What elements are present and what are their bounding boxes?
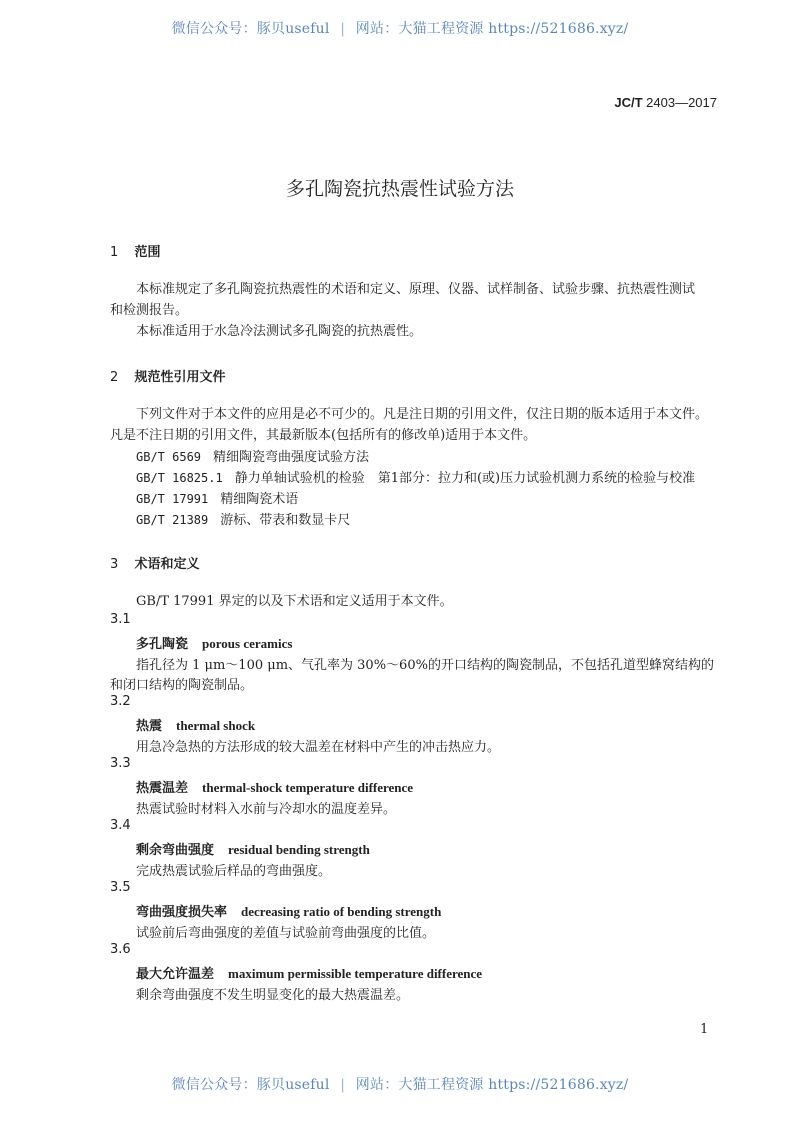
term-en: thermal shock [176,718,256,733]
watermark-top [0,18,800,38]
term-en: decreasing ratio of bending strength [241,904,442,919]
reference-title: 游标、带表和数显卡尺 [220,513,351,528]
reference-title: 静力单轴试验机的检验 第1部分：拉力和(或)压力试验机测力系统的检验与校准 [234,471,696,486]
term-zh: 弯曲强度损失率 [136,905,228,920]
section-heading-1 [110,241,161,260]
clause-number: 3.5 [110,880,131,895]
term-heading [136,777,413,796]
watermark-wechat: 微信公众号：豚贝useful [171,1077,330,1093]
term-heading [136,633,292,652]
clause-number: 3.1 [110,612,131,627]
paragraph: 凡是不注日期的引用文件，其最新版本(包括所有的修改单)适用于本文件。 [110,428,537,443]
term-definition: 试验前后弯曲强度的差值与试验前弯曲强度的比值。 [136,926,436,941]
standard-code [614,95,717,110]
term-heading [136,715,255,734]
term-definition: 指孔径为 1 μm～100 μm、气孔率为 30%～60%的开口结构的陶瓷制品，不包括孔道型蜂窝结构的 [136,658,714,673]
term-definition: 完成热震试验后样品的弯曲强度。 [136,864,332,879]
watermark-separator: | [340,21,346,37]
watermark-site: 网站：大猫工程资源 https://521686.xyz/ [355,1077,629,1093]
section-title: 术语和定义 [134,557,200,572]
section-heading-2 [110,366,226,385]
paragraph: 下列文件对于本文件的应用是必不可少的。凡是注日期的引用文件，仅注日期的版本适用于本文件。 [136,407,709,422]
term-zh: 热震温差 [136,781,189,796]
section-number: 1 [110,245,119,260]
standard-code-number: 2403—2017 [642,95,717,110]
reference-code: GB/T 6569 [136,450,202,464]
page-title: 多孔陶瓷抗热震性试验方法 [285,178,514,200]
reference-title: 精细陶瓷弯曲强度试验方法 [213,450,370,465]
section-heading-3 [110,553,200,572]
page-number: 1 [700,1022,709,1037]
term-heading [136,901,441,920]
watermark-wechat: 微信公众号：豚贝useful [171,21,330,37]
section-title: 规范性引用文件 [134,370,226,385]
term-definition-cont: 和闭口结构的陶瓷制品。 [110,678,254,693]
term-definition: 剩余弯曲强度不发生明显变化的最大热震温差。 [136,988,410,1003]
section-number: 2 [110,370,119,385]
term-zh: 多孔陶瓷 [136,637,189,652]
watermark-separator: | [340,1077,346,1093]
reference-item [136,446,369,465]
reference-item [136,488,298,507]
section-number: 3 [110,557,119,572]
term-zh: 热震 [136,719,163,734]
reference-item [136,467,695,486]
term-en: thermal-shock temperature difference [202,780,414,795]
term-en: porous ceramics [202,636,293,651]
reference-code: GB/T 16825.1 [136,471,223,485]
paragraph: 本标准规定了多孔陶瓷抗热震性的术语和定义、原理、仪器、试样制备、试验步骤、抗热震性测试 [136,282,696,297]
clause-number: 3.3 [110,756,131,771]
term-en: residual bending strength [228,842,370,857]
section-title: 范围 [134,245,161,260]
paragraph: GB/T 17991 界定的以及下术语和定义适用于本文件。 [136,594,453,609]
term-zh: 最大允许温差 [136,967,215,982]
term-definition: 热震试验时材料入水前与冷却水的温度差异。 [136,802,397,817]
clause-number: 3.6 [110,942,131,957]
standard-code-prefix: JC/T [614,95,643,110]
term-heading [136,839,370,858]
term-en: maximum permissible temperature difference [228,966,483,981]
clause-number: 3.2 [110,694,131,709]
reference-code: GB/T 17991 [136,492,209,506]
clause-number: 3.4 [110,818,131,833]
watermark-site: 网站：大猫工程资源 https://521686.xyz/ [355,21,629,37]
term-heading [136,963,482,982]
reference-code: GB/T 21389 [136,513,209,527]
paragraph: 本标准适用于水急冷法测试多孔陶瓷的抗热震性。 [136,324,423,339]
reference-item [136,509,350,528]
term-definition: 用急冷急热的方法形成的较大温差在材料中产生的冲击热应力。 [136,740,501,755]
watermark-bottom [0,1074,800,1094]
paragraph: 和检测报告。 [110,303,189,318]
reference-title: 精细陶瓷术语 [220,492,299,507]
term-zh: 剩余弯曲强度 [136,843,215,858]
